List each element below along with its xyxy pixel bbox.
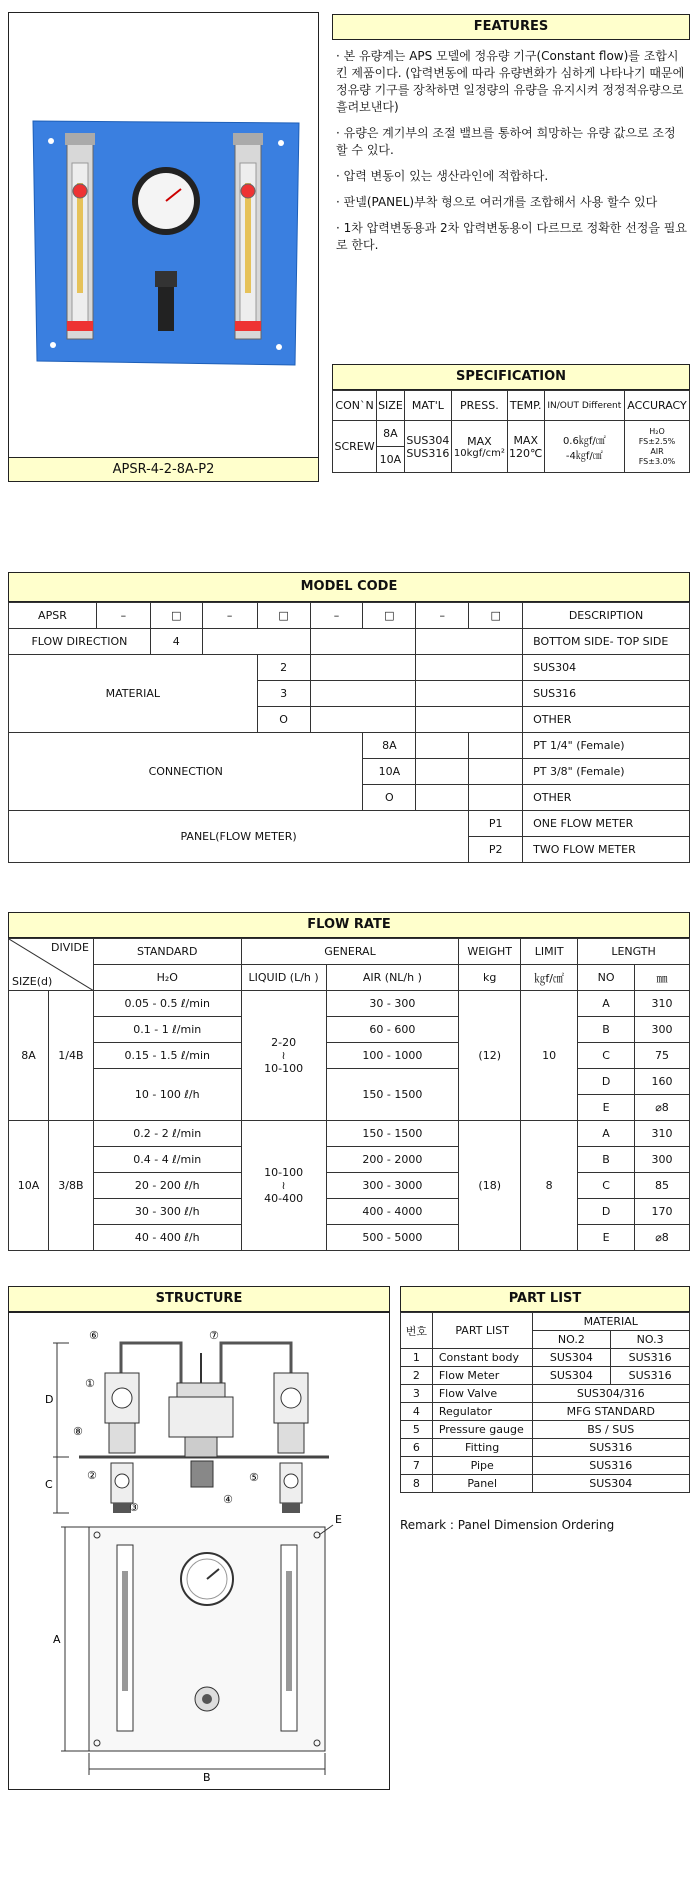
part-no: 2 [401,1367,433,1385]
model-code-prefix: APSR [9,603,97,629]
spec-header: MAT'L [404,391,451,421]
length-mm: 75 [635,1043,690,1069]
callout-8: ⑧ [73,1425,83,1438]
divide-cell: 3/8B [48,1121,93,1251]
callout-4: ④ [223,1493,233,1506]
structure-drawing [9,1313,389,1789]
empty-cell [416,629,523,655]
feature-item: · 본 유량계는 APS 모델에 정유량 기구(Constant flow)를 조합시킨 제품이다. (압력변동에 따라 유량변화가 심하게 나타나기 때문에 정유량 기구를 장착하면 일정량의 유량을 유지시켜 정정적유량으로 흘려보낸다) [336,49,685,114]
air-cell: 400 - 4000 [326,1199,459,1225]
part-material: SUS304/316 [532,1385,689,1403]
dim-d: D [45,1393,54,1406]
part-material: SUS304 [532,1475,689,1493]
empty-cell [310,629,416,655]
empty-cell [416,655,523,681]
air-cell: 60 - 600 [326,1017,459,1043]
part-no: 7 [401,1457,433,1475]
length-mm: 85 [635,1173,690,1199]
model-code-dash: – [416,603,469,629]
air-cell: 30 - 300 [326,991,459,1017]
flow-direction-code: 4 [150,629,202,655]
spec-accuracy: H₂O FS±2.5% AIR FS±3.0% [625,421,690,473]
material-desc: OTHER [523,707,690,733]
part-name: Flow Meter [432,1367,532,1385]
flow-rate-title: FLOW RATE [8,912,690,938]
part-list-remark: Remark : Panel Dimension Ordering [400,1518,615,1532]
empty-cell [310,655,416,681]
empty-cell [469,759,523,785]
part-no: 4 [401,1403,433,1421]
length-mm: ⌀8 [635,1225,690,1251]
weight-cell: (12) [459,991,521,1121]
spec-press: MAX 10kgf/cm² [451,421,507,473]
limit-cell: 10 [521,991,578,1121]
size-header: SIZE(d) [12,975,53,988]
spec-con: SCREW [333,421,377,473]
length-no: C [578,1173,635,1199]
empty-cell [469,733,523,759]
model-code-slot: □ [257,603,310,629]
flow-direction-desc: BOTTOM SIDE- TOP SIDE [523,629,690,655]
model-code-slot: □ [150,603,202,629]
empty-cell [416,681,523,707]
panel-label: PANEL(FLOW METER) [9,811,469,863]
model-code-description-header: DESCRIPTION [523,603,690,629]
limit-cell: 8 [521,1121,578,1251]
length-header: LENGTH [578,939,690,965]
spec-header: ACCURACY [625,391,690,421]
feature-item: · 1차 압력변동용과 2차 압력변동용이 다르므로 정확한 선정을 필요로 한다. [336,221,687,252]
h2o-cell: 0.4 - 4 ℓ/min [93,1147,241,1173]
liquid-cell: 2-20 ≀ 10-100 [241,991,326,1121]
h2o-cell: 40 - 400 ℓ/h [93,1225,241,1251]
part-name: Pressure gauge [432,1421,532,1439]
panel-desc: ONE FLOW METER [523,811,690,837]
air-cell: 300 - 3000 [326,1173,459,1199]
material-desc: SUS304 [523,655,690,681]
callout-7: ⑦ [209,1329,219,1342]
spec-header: CON`N [333,391,377,421]
part-no-header: 번호 [401,1313,433,1349]
weight-header: WEIGHT [459,939,521,965]
connection-label: CONNECTION [9,733,363,811]
part-no: 1 [401,1349,433,1367]
spec-size: 8A [377,421,405,447]
flow-rate-table [8,938,690,1251]
callout-1: ① [85,1377,95,1390]
part-no: 5 [401,1421,433,1439]
connection-desc: OTHER [523,785,690,811]
connection-code: 10A [363,759,416,785]
air-cell: 500 - 5000 [326,1225,459,1251]
connection-desc: PT 3/8" (Female) [523,759,690,785]
model-code-dash: – [202,603,257,629]
mm-header: ㎜ [635,965,690,991]
dim-c: C [45,1478,53,1491]
specification-title: SPECIFICATION [332,364,690,390]
general-header: GENERAL [241,939,459,965]
part-no: 6 [401,1439,433,1457]
part-no: 8 [401,1475,433,1493]
air-cell: 200 - 2000 [326,1147,459,1173]
part-name: Panel [432,1475,532,1493]
part-name-header: PART LIST [432,1313,532,1349]
length-mm: 310 [635,1121,690,1147]
material-label: MATERIAL [9,655,258,733]
model-code-title: MODEL CODE [8,572,690,602]
model-code-slot: □ [363,603,416,629]
connection-code: O [363,785,416,811]
empty-cell [310,681,416,707]
dim-a: A [53,1633,61,1646]
part-material: SUS316 [611,1349,690,1367]
panel-desc: TWO FLOW METER [523,837,690,863]
callout-3: ③ [129,1501,139,1514]
part-name: Flow Valve [432,1385,532,1403]
length-no: B [578,1147,635,1173]
part-material: SUS316 [532,1439,689,1457]
connection-code: 8A [363,733,416,759]
length-mm: 300 [635,1147,690,1173]
part-no: 3 [401,1385,433,1403]
empty-cell [416,785,469,811]
part-name: Regulator [432,1403,532,1421]
part-material: SUS316 [611,1367,690,1385]
length-mm: 300 [635,1017,690,1043]
panel-code: P2 [469,837,523,863]
material-desc: SUS316 [523,681,690,707]
part-material: SUS316 [532,1457,689,1475]
spec-material: SUS304 SUS316 [404,421,451,473]
panel-code: P1 [469,811,523,837]
part-material: SUS304 [532,1367,611,1385]
specification-table [332,390,690,473]
standard-header: STANDARD [93,939,241,965]
empty-cell [202,629,310,655]
connection-desc: PT 1/4" (Female) [523,733,690,759]
feature-item: · 압력 변동이 있는 생산라인에 적합하다. [336,169,549,183]
empty-cell [416,733,469,759]
air-header: AIR (NL/h ) [326,965,459,991]
model-code-dash: – [96,603,150,629]
length-mm: 160 [635,1069,690,1095]
spec-header: IN/OUT Different [544,391,624,421]
structure-title: STRUCTURE [8,1286,390,1312]
part-name: Fitting [432,1439,532,1457]
spec-header: TEMP. [507,391,544,421]
part-list-title: PART LIST [400,1286,690,1312]
length-mm: 310 [635,991,690,1017]
no-header: NO [578,965,635,991]
feature-item: · 판넬(PANEL)부착 형으로 여러개를 조합해서 사용 할수 있다 [336,195,658,209]
dim-b: B [203,1771,211,1784]
empty-cell [416,707,523,733]
length-no: E [578,1095,635,1121]
size-cell: 8A [9,991,49,1121]
material-header: MATERIAL [532,1313,689,1331]
no3-header: NO.3 [611,1331,690,1349]
weight-cell: (18) [459,1121,521,1251]
product-caption: APSR-4-2-8A-P2 [9,457,318,481]
dim-e: E [335,1513,342,1526]
flow-direction-label: FLOW DIRECTION [9,629,151,655]
structure-drawing-frame [8,1312,390,1790]
kg-header: kg [459,965,521,991]
model-code-dash: – [310,603,363,629]
liquid-cell: 10-100 ≀ 40-400 [241,1121,326,1251]
no2-header: NO.2 [532,1331,611,1349]
empty-cell [416,759,469,785]
part-material: BS / SUS [532,1421,689,1439]
material-code: 2 [257,655,310,681]
model-code-slot: □ [469,603,523,629]
air-cell: 150 - 1500 [326,1069,459,1121]
features-list [336,48,688,263]
part-name: Pipe [432,1457,532,1475]
limit-header: LIMIT [521,939,578,965]
length-no: A [578,1121,635,1147]
part-name: Constant body [432,1349,532,1367]
spec-header: SIZE [377,391,405,421]
callout-6: ⑥ [89,1329,99,1342]
empty-cell [310,707,416,733]
divide-cell: 1/4B [48,991,93,1121]
empty-cell [469,785,523,811]
kgf-header: ㎏f/㎠ [521,965,578,991]
h2o-cell: 30 - 300 ℓ/h [93,1199,241,1225]
product-photo-frame [8,12,319,482]
spec-temp: MAX 120℃ [507,421,544,473]
callout-2: ② [87,1469,97,1482]
air-cell: 100 - 1000 [326,1043,459,1069]
spec-inout: 0.6㎏f/㎠ -4㎏f/㎠ [544,421,624,473]
part-list-table [400,1312,690,1493]
callout-5: ⑤ [249,1471,259,1484]
size-divide-corner [9,939,94,991]
air-cell: 150 - 1500 [326,1121,459,1147]
features-title: FEATURES [332,14,690,40]
spec-header: PRESS. [451,391,507,421]
material-code: O [257,707,310,733]
material-code: 3 [257,681,310,707]
part-material: SUS304 [532,1349,611,1367]
length-mm: 170 [635,1199,690,1225]
feature-item: · 유량은 계기부의 조절 밸브를 통하여 희망하는 유량 값으로 조정 할 수 있다. [336,126,676,157]
spec-size: 10A [377,447,405,473]
length-no: D [578,1069,635,1095]
liquid-header: LIQUID (L/h ) [241,965,326,991]
length-no: B [578,1017,635,1043]
length-no: D [578,1199,635,1225]
h2o-cell: 0.15 - 1.5 ℓ/min [93,1043,241,1069]
length-no: A [578,991,635,1017]
divide-header: DIVIDE [50,941,89,954]
h2o-cell: 0.2 - 2 ℓ/min [93,1121,241,1147]
size-cell: 10A [9,1121,49,1251]
length-no: E [578,1225,635,1251]
h2o-cell: 0.05 - 0.5 ℓ/min [93,991,241,1017]
h2o-header: H₂O [93,965,241,991]
h2o-cell: 10 - 100 ℓ/h [93,1069,241,1121]
length-no: C [578,1043,635,1069]
h2o-cell: 20 - 200 ℓ/h [93,1173,241,1199]
length-mm: ⌀8 [635,1095,690,1121]
product-photo [9,13,318,458]
model-code-table [8,602,690,863]
part-material: MFG STANDARD [532,1403,689,1421]
h2o-cell: 0.1 - 1 ℓ/min [93,1017,241,1043]
